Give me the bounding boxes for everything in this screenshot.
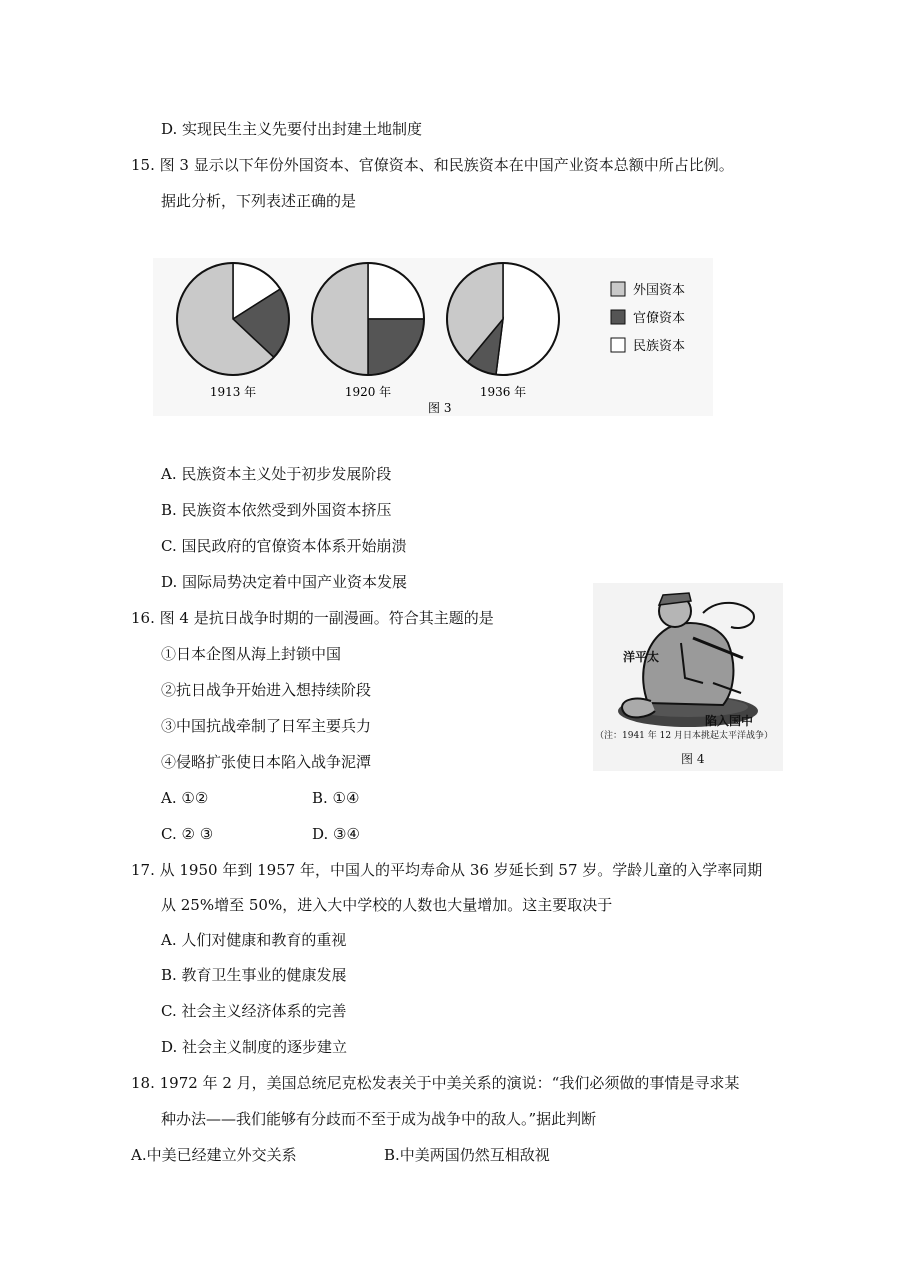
pie-slice-1-0 [312, 263, 368, 375]
q17-stem-line1: 17. 从 1950 年到 1957 年，中国人的平均寿命从 36 岁延长到 57 岁。学龄儿童的入学率同期 [131, 861, 763, 879]
q18-stem-line1: 18. 1972 年 2 月，美国总统尼克松发表关于中美关系的演说：“我们必须做的事情是寻求某 [131, 1074, 740, 1092]
q17-option-d: D. 社会主义制度的逐步建立 [161, 1038, 348, 1056]
q16-item-4: ④侵略扩张使日本陷入战争泥潭 [161, 753, 372, 771]
q18-option-b: B.中美两国仍然互相敌视 [384, 1146, 550, 1164]
q16-option-d: D. ③④ [312, 825, 360, 843]
cartoon-label-right: 陷入国中 [705, 714, 754, 728]
q16-option-b: B. ①④ [312, 789, 360, 807]
q16-item-2: ②抗日战争开始进入想持续阶段 [161, 681, 372, 699]
legend-label-1: 官僚资本 [633, 311, 686, 326]
q15-option-b: B. 民族资本依然受到外国资本挤压 [161, 501, 392, 519]
q18-stem-line2: 种办法——我们能够有分歧而不至于成为战争中的敌人。”据此判断 [161, 1110, 597, 1128]
figure-3-pie-charts [153, 258, 713, 416]
legend-swatch-1 [611, 310, 625, 324]
legend-swatch-0 [611, 282, 625, 296]
q17-option-b: B. 教育卫生事业的健康发展 [161, 966, 347, 984]
q15-stem-line2: 据此分析，下列表述正确的是 [161, 192, 357, 210]
figure-4-cartoon [593, 583, 783, 771]
pie-slice-2-2 [496, 263, 559, 375]
legend-swatch-2 [611, 338, 625, 352]
q16-stem: 16. 图 4 是抗日战争时期的一副漫画。符合其主题的是 [131, 609, 494, 627]
q15-stem-line1: 15. 图 3 显示以下年份外国资本、官僚资本、和民族资本在中国产业资本总额中所占比例。 [131, 156, 734, 174]
figure-4-caption: 图 4 [681, 752, 705, 766]
q17-option-c: C. 社会主义经济体系的完善 [161, 1002, 347, 1020]
q18-option-a: A.中美已经建立外交关系 [131, 1146, 297, 1164]
figure-3-caption: 图 3 [428, 401, 452, 415]
q17-option-a: A. 人们对健康和教育的重视 [161, 931, 347, 949]
q15-option-c: C. 国民政府的官僚资本体系开始崩溃 [161, 537, 407, 555]
q17-stem-line2: 从 25%增至 50%，进入大中学校的人数也大量增加。这主要取决于 [161, 896, 613, 914]
pie-year-label-1: 1920 年 [344, 385, 392, 399]
cartoon-note: （注：1941 年 12 月日本挑起太平洋战争） [595, 731, 773, 741]
q15-option-a: A. 民族资本主义处于初步发展阶段 [161, 465, 392, 483]
pie-chart-svg [153, 258, 713, 416]
q15-option-d: D. 国际局势决定着中国产业资本发展 [161, 573, 408, 591]
q16-item-1: ①日本企图从海上封锁中国 [161, 645, 342, 663]
pie-year-label-0: 1913 年 [209, 385, 257, 399]
pie-year-label-2: 1936 年 [479, 385, 527, 399]
q16-item-3: ③中国抗战牵制了日军主要兵力 [161, 717, 372, 735]
q14-option-d: D. 实现民生主义先要付出封建土地制度 [161, 120, 423, 138]
legend-label-2: 民族资本 [633, 339, 686, 354]
cartoon-label-left: 洋平太 [623, 650, 660, 664]
legend-label-0: 外国资本 [633, 283, 686, 298]
q16-option-a: A. ①② [161, 789, 209, 807]
q16-option-c: C. ② ③ [161, 825, 214, 843]
